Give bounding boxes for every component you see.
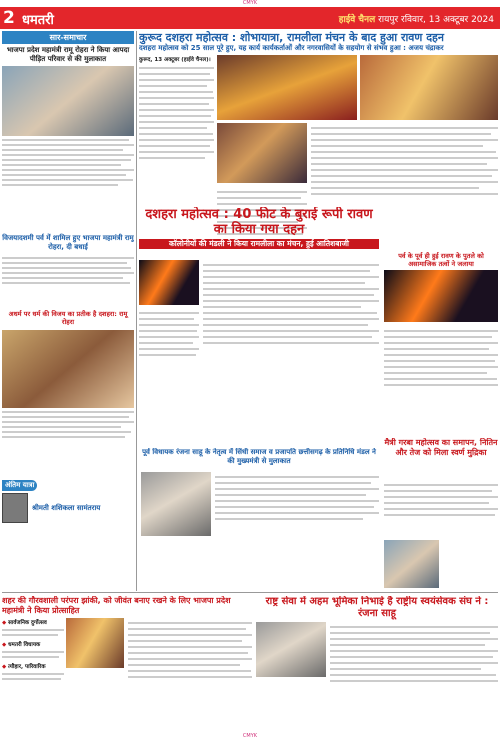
obituary-name: श्रीमती शशिकला सामंतराय <box>32 503 101 512</box>
page-number: 2 <box>3 8 15 28</box>
photo-rss <box>256 622 326 677</box>
big-story-header <box>139 207 379 257</box>
bottom-section-rule <box>2 592 498 593</box>
left-column-rule <box>136 31 137 591</box>
story4-title: पूर्व विधायक रंजना साहू के नेतृत्व में सिंधी समाज व प्रजापति छत्तीसगढ़ के प्रतिनिधि मंडल ने की मुख्यमंत्री से मुलाकात <box>142 448 376 465</box>
story3-title: शहर की गौरवशाली परंपरा झांकी, को जीवंत बनाए रखने के लिए भाजपा प्रदेश महामंत्री ने किया प्रोत्साहित <box>2 596 231 615</box>
story6-body <box>384 480 498 536</box>
story3-bullets <box>2 618 64 718</box>
story2-photo <box>2 330 134 408</box>
story2b-body <box>2 408 134 468</box>
photo-ramlila <box>217 123 307 183</box>
bullet-icon: ◆ <box>2 642 7 648</box>
photo-garba <box>384 540 439 588</box>
story3-text <box>128 618 252 718</box>
photo-fireworks <box>139 260 199 305</box>
obituary <box>2 472 134 523</box>
story4 <box>139 448 379 588</box>
story4-text <box>215 472 379 588</box>
story1-body <box>2 136 134 232</box>
photo-stage <box>360 55 498 120</box>
city: रायपुर <box>378 15 399 25</box>
section-name: धमतरी <box>22 13 54 28</box>
big-story-text-left <box>139 308 199 448</box>
bottom-story <box>256 596 498 726</box>
paper-name: हाईवे चैनल <box>338 15 376 25</box>
story1-photo <box>2 66 134 136</box>
story5-header <box>384 252 498 270</box>
photo-jhanki <box>66 618 124 668</box>
photo-procession <box>217 55 357 120</box>
sar-samachar-header: सार-समाचार <box>2 31 134 44</box>
bullet-icon: ◆ <box>2 664 7 670</box>
photo-cm-meeting <box>141 472 211 536</box>
masthead-info <box>339 12 494 25</box>
bottom-headline: राष्ट्र सेवा में अहम भूमिका निभाई है राष्ट्रीय स्वयंसेवक संघ ने : रंजना साहू <box>265 596 489 619</box>
story2-title: विजयादशमी पर्व में शामिल हुए भाजपा महामंत्री रामू रोहरा, दी बधाई <box>2 234 134 251</box>
main-subhead: दशहरा महोत्सव को 25 साल पूरे हुए, यह कार्य कार्यकर्ताओं और नगरवासियों के सहयोग से संभव हुआ : अजय चंद्राकर <box>139 44 444 52</box>
main-dateline: कुरूद, 13 अक्टूबर (हाईवे चैनल)। <box>139 57 211 63</box>
bottom-cmyk-mark: CMYK <box>242 733 258 739</box>
big-subheadline: कॉलोनीयों की मंडली ने किया रामलीला का मंचन, हुई आतिशबाजी <box>139 239 379 249</box>
story5-title: पर्व के पूर्व ही हुई रावण के पुतले को असामाजिक तत्वों ने जलाया <box>398 252 484 268</box>
main-headline: कुरूद दशहरा महोत्सव : शोभायात्रा, रामलीला मंचन के बाद हुआ रावण दहन <box>139 31 444 44</box>
story2-body <box>2 254 134 310</box>
story6-header <box>384 438 498 478</box>
story3 <box>2 596 252 726</box>
obituary-label: अंतिम यात्रा <box>2 480 37 491</box>
issue-date: रविवार, 13 अक्टूबर 2024 <box>401 15 494 25</box>
bullet-3: त्यौहार, पारिवारिक <box>8 664 46 670</box>
story6-title: मैत्री गरबा महोत्सव का समापन, नितिन और तेज को मिला स्वर्ण मुद्रिका <box>384 438 498 457</box>
story5-body <box>384 326 498 436</box>
story2-subtitle: अधर्म पर धर्म की विजय का प्रतीक है दशहरा: रामू रोहरा <box>8 310 128 326</box>
big-story-text <box>203 260 379 448</box>
photo-ravan-dahan <box>384 270 498 322</box>
story1-title: भाजपा प्रदेश महामंत्री रामू रोहरा ने किया आपदा पीड़ित परिवार से की मुलाकात <box>6 46 130 63</box>
bullet-2: धमतरी विधायक <box>8 642 41 648</box>
big-story-body <box>139 258 379 448</box>
bullet-icon: ◆ <box>2 620 7 626</box>
bullet-1: सार्वजनिक दुर्गोत्सव <box>8 620 47 626</box>
big-headline: दशहरा महोत्सव : 40 फीट के बुराई रूपी रावण का किया गया दहन <box>145 207 373 237</box>
bottom-story-text <box>330 622 498 722</box>
masthead <box>0 7 500 29</box>
obituary-photo <box>2 493 28 523</box>
top-cmyk-mark: CMYK <box>242 0 258 6</box>
